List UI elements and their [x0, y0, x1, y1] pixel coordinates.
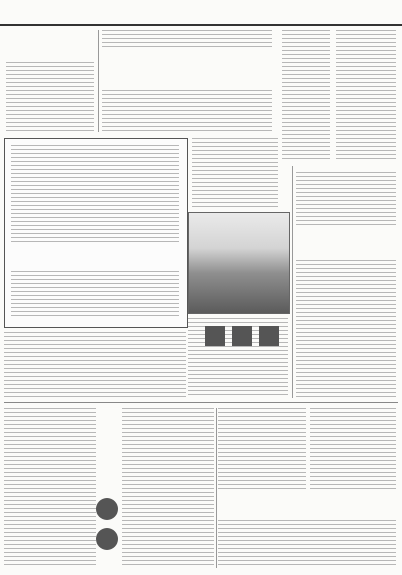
article-body-text [11, 145, 179, 245]
section-divider [4, 402, 398, 403]
column-divider [216, 408, 217, 568]
masthead [0, 0, 402, 26]
article-body-text [4, 408, 96, 568]
article-body-text [296, 260, 396, 398]
mountain-photo [188, 212, 290, 314]
article-body-text [11, 271, 179, 319]
title-character-block [259, 326, 279, 346]
title-character-circle [96, 528, 118, 550]
article-body-text [310, 408, 396, 492]
column-divider [98, 30, 99, 132]
title-character-block [232, 326, 252, 346]
column-divider [292, 166, 293, 398]
article-body-text [122, 408, 214, 568]
article-body-text [6, 62, 94, 132]
article-body-text [4, 332, 186, 398]
article-body-text [218, 408, 306, 492]
article-body-text [102, 90, 272, 132]
article-body-text [336, 30, 396, 160]
article-body-text [296, 172, 396, 228]
article-body-text [282, 30, 330, 160]
title-character-block [205, 326, 225, 346]
article-body-text [102, 30, 272, 50]
boxed-essay [4, 138, 188, 328]
article-body-text [218, 520, 396, 568]
title-character-circle [96, 498, 118, 520]
article-body-text [192, 138, 278, 208]
